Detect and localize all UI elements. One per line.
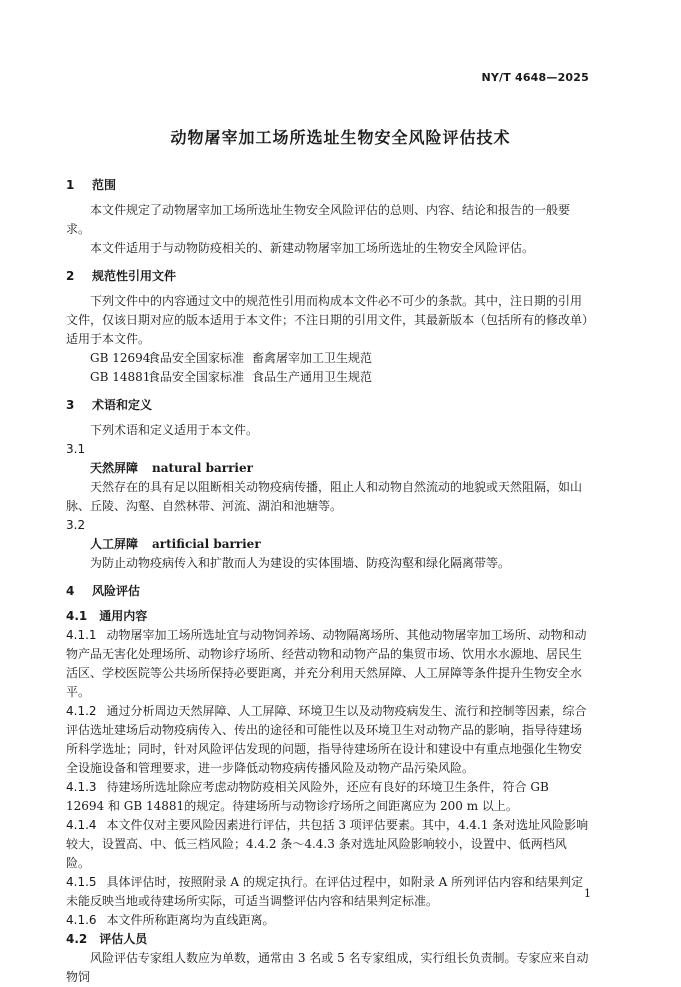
term-zh: 天然屏障: [90, 461, 139, 475]
reference-item: [66, 368, 589, 387]
term-en: artificial barrier: [152, 537, 261, 551]
clause-4-1-2: [66, 702, 589, 778]
term-definition: 为防止动物疫病传入和扩散而人为建设的实体围墙、防疫沟壑和绿化隔离带等。: [90, 556, 511, 570]
section-4-heading: [66, 582, 589, 601]
section-title: 规范性引用文件: [92, 269, 177, 283]
section-number: 1: [66, 178, 75, 192]
term-zh: 人工屏障: [90, 537, 139, 551]
clause-4-1-3: [66, 778, 589, 816]
section-number: 2: [66, 269, 75, 283]
section-2-heading: [66, 267, 589, 286]
term-number: 3.1: [66, 442, 86, 456]
clause-text: 待建场所选址除应考虑动物防疫相关风险外，还应有良好的环境卫生条件，符合 GB 12694 和 GB 14881的规定。待建场所与动物诊疗场所之间距离应为 200 m 以上。: [66, 780, 549, 813]
term-en: natural barrier: [152, 461, 253, 475]
clause-number: 4.1.4: [66, 818, 97, 832]
clause-number: 4.1.1: [66, 628, 97, 642]
reference-code: GB 12694: [90, 351, 151, 365]
paragraph: 下列术语和定义适用于本文件。: [90, 423, 259, 437]
reference-name: 食品生产通用卫生规范: [252, 370, 373, 384]
section-1-heading: [66, 176, 589, 195]
subsection-title: 评估人员: [99, 932, 148, 946]
subsection-number: 4.1: [66, 609, 88, 623]
page-number: 1: [584, 887, 591, 900]
clause-text: 动物屠宰加工场所选址宜与动物饲养场、动物隔离场所、其他动物屠宰加工场所、动物和动物产品无害化处理场所、动物诊疗场所、经营动物和动物产品的集贸市场、饮用水水源地、居民生活区、学校医院等公共场所保持必要距离，并充分利用天然屏障、人工屏障等条件提升生物安全水平。: [66, 628, 587, 699]
reference-standard-type: 食品安全国家标准: [148, 351, 245, 365]
clause-text: 本文件所称距离均为直线距离。: [106, 913, 275, 927]
subsection-number: 4.2: [66, 932, 88, 946]
section-title: 术语和定义: [92, 398, 153, 412]
document-code: NY/T 4648—2025: [481, 71, 589, 84]
term-number: 3.2: [66, 518, 86, 532]
clause-4-1-5: [66, 873, 589, 911]
term-heading: [66, 459, 589, 478]
section-title: 范围: [92, 178, 117, 192]
section-3-heading: [66, 396, 589, 415]
term-definition: 天然存在的具有足以阻断相关动物疫病传播，阻止人和动物自然流动的地貌或天然阻隔，如山脉、丘陵、沟壑、自然林带、河流、湖泊和池塘等。: [66, 480, 583, 513]
paragraph: 风险评估专家组人数应为单数，通常由 3 名或 5 名专家组成，实行组长负责制。专家应来自动物饲: [66, 951, 589, 984]
section-title: 风险评估: [92, 584, 141, 598]
document-title: 动物屠宰加工场所选址生物安全风险评估技术: [170, 128, 511, 147]
section-number: 4: [66, 584, 75, 598]
reference-code: GB 14881: [90, 370, 151, 384]
paragraph: 本文件规定了动物屠宰加工场所选址生物安全风险评估的总则、内容、结论和报告的一般要求。: [66, 203, 571, 236]
clause-text: 具体评估时，按照附录 A 的规定执行。在评估过程中，如附录 A 所列评估内容和结果判定未能反映当地或待建场所实际，可适当调整评估内容和结果判定标准。: [66, 875, 584, 908]
paragraph: 下列文件中的内容通过文中的规范性引用而构成本文件必不可少的条款。其中，注日期的引用文件，仅该日期对应的版本适用于本文件；不注日期的引用文件，其最新版本（包括所有的修改单）适用于本文件。: [66, 294, 589, 346]
reference-name: 畜禽屠宰加工卫生规范: [252, 351, 373, 365]
clause-text: 通过分析周边天然屏障、人工屏障、环境卫生以及动物疫病发生、流行和控制等因素，综合评估选址建场后动物疫病传入、传出的途径和可能性以及环境卫生对动物产品的影响，指导待建场所科学选址；同时，针对风险评估发现的问题，指导待建场所在设计和建设中有重点地强化生物安全设施设备和管理要求，进一步降低动物疫病传播风险及动物产品污染风险。: [66, 704, 587, 775]
term-heading: [66, 535, 589, 554]
clause-number: 4.1.6: [66, 913, 97, 927]
subsection-4-2-heading: [66, 930, 589, 949]
clause-4-1-4: [66, 816, 589, 873]
clause-text: 本文件仅对主要风险因素进行评估，共包括 3 项评估要素。其中，4.4.1 条对选址风险影响较大，设置高、中、低三档风险；4.4.2 条～4.4.3 条对选址风险影响较小，设置中、低两档风险。: [66, 818, 589, 870]
paragraph: 本文件适用于与动物防疫相关的、新建动物屠宰加工场所选址的生物安全风险评估。: [90, 241, 535, 255]
clause-number: 4.1.5: [66, 875, 97, 889]
clause-4-1-1: [66, 626, 589, 702]
subsection-4-1-heading: [66, 607, 589, 626]
reference-standard-type: 食品安全国家标准: [148, 370, 245, 384]
clause-number: 4.1.3: [66, 780, 97, 794]
reference-item: [66, 349, 589, 368]
subsection-title: 通用内容: [99, 609, 148, 623]
clause-number: 4.1.2: [66, 704, 97, 718]
clause-4-1-6: [66, 911, 589, 930]
document-body: [66, 176, 589, 987]
section-number: 3: [66, 398, 75, 412]
